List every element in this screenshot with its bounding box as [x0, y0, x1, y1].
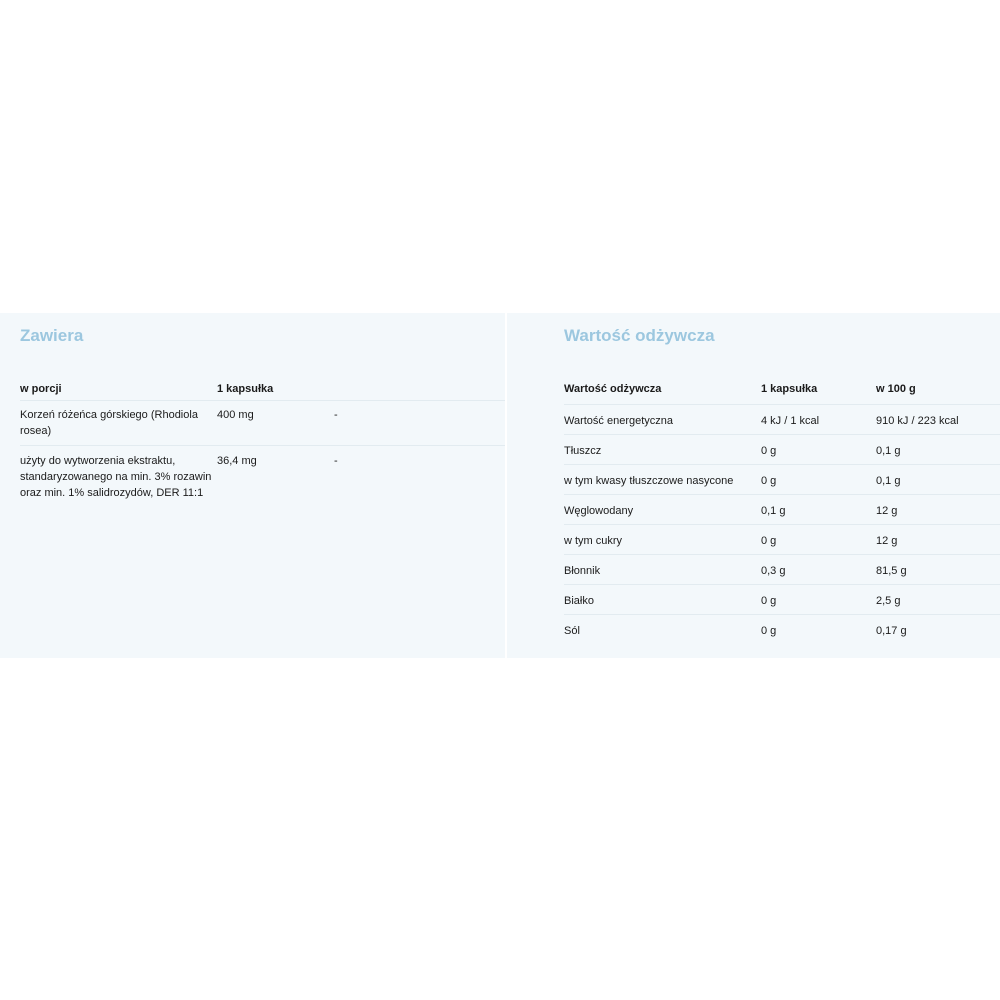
table-row [564, 555, 1000, 585]
ingredient-amount: 36,4 mg [217, 455, 257, 467]
nutrition-header-capsule: 1 kapsułka [761, 383, 818, 395]
table-row [564, 435, 1000, 465]
nutrient-per-capsule: 0,1 g [761, 505, 786, 517]
nutrient-name: Białko [564, 595, 594, 607]
info-panels [0, 313, 1000, 658]
nutrient-per-capsule: 0 g [761, 475, 777, 487]
nutrient-per-100g: 0,1 g [876, 445, 901, 457]
contains-title: Zawiera [20, 326, 84, 345]
contains-header-portion: w porcji [20, 383, 62, 395]
nutrition-table [564, 381, 1000, 645]
nutrient-per-capsule: 0 g [761, 625, 777, 637]
nutrient-per-100g: 81,5 g [876, 565, 907, 577]
nutrient-name: Wartość energetyczna [564, 415, 674, 427]
nutrient-per-100g: 0,1 g [876, 475, 901, 487]
table-row [564, 525, 1000, 555]
nutrient-per-100g: 2,5 g [876, 595, 901, 607]
nutrient-per-capsule: 0 g [761, 535, 777, 547]
table-row [20, 446, 505, 524]
table-row [20, 401, 505, 446]
nutrient-per-100g: 12 g [876, 535, 898, 547]
nutrient-per-capsule: 0 g [761, 445, 777, 457]
ingredient-name: użyty do wytworzenia ekstraktu, standaryzowanego na min. 3% rozawin oraz min. 1% salidrozydów, DER 11:1 [20, 455, 212, 499]
table-row [564, 585, 1000, 615]
ingredient-amount: 400 mg [217, 409, 254, 421]
nutrient-name: Węglowodany [564, 505, 634, 517]
nutrient-name: Sól [564, 625, 580, 637]
nutrition-header-100g: w 100 g [876, 383, 916, 395]
nutrient-name: Błonnik [564, 565, 601, 577]
nutrient-per-capsule: 0,3 g [761, 565, 786, 577]
nutrient-name: Tłuszcz [564, 445, 602, 457]
nutrient-per-100g: 910 kJ / 223 kcal [876, 415, 959, 427]
table-row [564, 615, 1000, 645]
ingredient-name: Korzeń różeńca górskiego (Rhodiola rosea) [20, 409, 198, 437]
table-row [564, 495, 1000, 525]
contains-panel [0, 313, 505, 658]
nutrition-header-name: Wartość odżywcza [564, 383, 662, 395]
nutrient-per-100g: 0,17 g [876, 625, 907, 637]
nutrition-header-row [564, 381, 1000, 405]
ingredient-rws: - [334, 409, 338, 421]
contains-table [20, 381, 505, 524]
table-row [564, 465, 1000, 495]
contains-header-capsule: 1 kapsułka [217, 383, 274, 395]
nutrition-title: Wartość odżywcza [564, 326, 715, 345]
nutrient-name: w tym kwasy tłuszczowe nasycone [564, 475, 734, 487]
nutrient-per-capsule: 0 g [761, 595, 777, 607]
table-row [564, 405, 1000, 435]
contains-header-row [20, 381, 505, 401]
nutrition-panel [507, 313, 1000, 658]
nutrient-name: w tym cukry [564, 535, 623, 547]
ingredient-rws: - [334, 455, 338, 467]
nutrient-per-capsule: 4 kJ / 1 kcal [761, 415, 820, 427]
nutrient-per-100g: 12 g [876, 505, 898, 517]
